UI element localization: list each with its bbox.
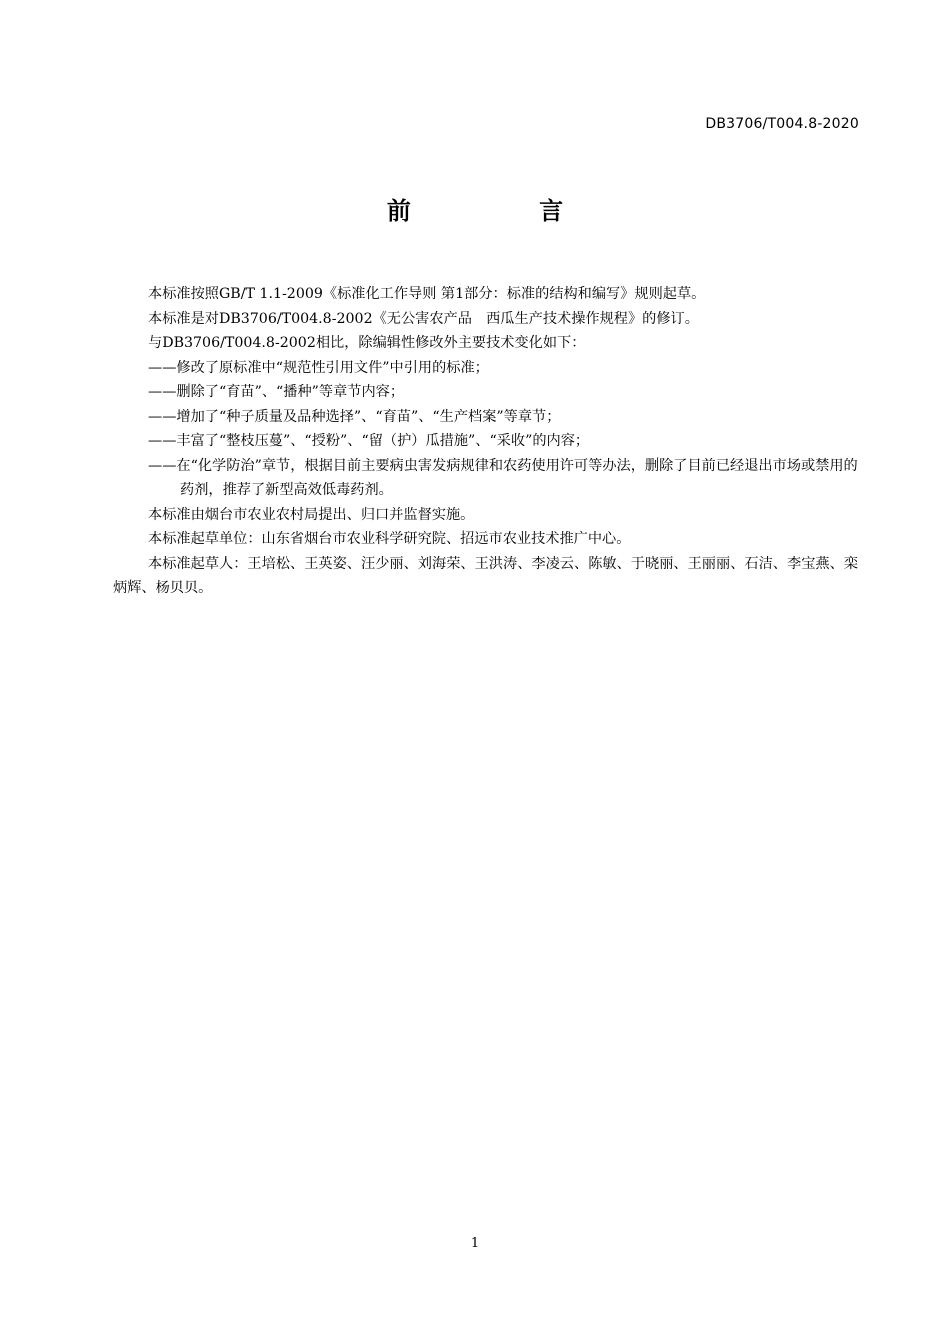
paragraph-changes-intro: 与DB3706/T004.8-2002相比，除编辑性修改外主要技术变化如下： xyxy=(148,335,586,351)
paragraph-drafting-units: 本标准起草单位：山东省烟台市农业科学研究院、招远市农业技术推广中心。 xyxy=(148,531,631,547)
change-item: ——增加了“种子质量及品种选择”、“育苗”、“生产档案”等章节； xyxy=(148,408,561,425)
paragraph-proposed-by: 本标准由烟台市农业农村局提出、归口并监督实施。 xyxy=(148,506,475,523)
change-item: ——删除了“育苗”、“播种”等章节内容； xyxy=(148,384,405,400)
paragraph-drafters: 本标准起草人：王培松、王英姿、汪少丽、刘海荣、王洪涛、李凌云、陈敏、于晓丽、王丽丽、石洁、李宝燕、栾炳辉、杨贝贝。 xyxy=(113,555,858,596)
page-title: 前 言 xyxy=(386,197,624,225)
preface-body xyxy=(113,282,858,601)
paragraph-revision-of: 本标准是对DB3706/T004.8-2002《无公害农产品 西瓜生产技术操作规程》的修订。 xyxy=(148,310,699,327)
change-item: ——丰富了“整枝压蔓”、“授粉”、“留（护）瓜措施”、“采收”的内容； xyxy=(148,433,590,449)
page-number: 1 xyxy=(470,1236,480,1251)
change-item: ——修改了原标准中“规范性引用文件”中引用的标准； xyxy=(148,359,489,376)
document-code: DB3706/T004.8-2020 xyxy=(705,116,859,132)
change-item: ——在“化学防治”章节，根据目前主要病虫害发病规律和农药使用许可等办法，删除了目前已经退出市场或禁用的药剂，推荐了新型高效低毒药剂。 xyxy=(148,457,858,498)
paragraph-drafting-rules: 本标准按照GB/T 1.1-2009《标准化工作导则 第1部分：标准的结构和编写》规则起草。 xyxy=(148,286,706,302)
